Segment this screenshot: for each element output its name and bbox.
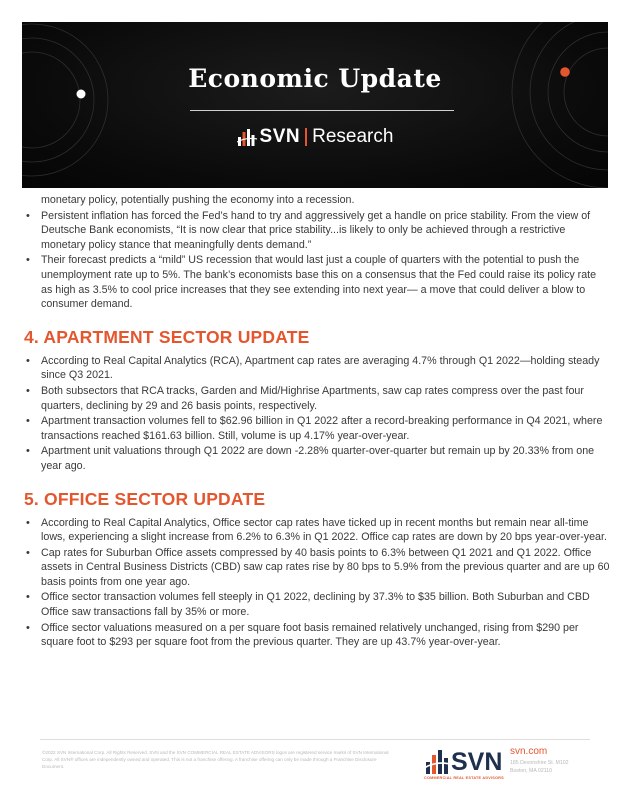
intro-bullet-list: [24, 193, 610, 312]
list-item: • Apartment transaction volumes fell to $62.96 billion in Q1 2022 after a record-breaking performance in Q4 2021, where transactions reached $161.63 billion. Still, volume is up 4.17% year-over-year.: [24, 414, 610, 443]
list-item: • Their forecast predicts a “mild” US recession that would last just a couple of quarters with the potential to push the unemployment rate up to 5%. The bank’s economists base this on a consensus that the Fed could raise its policy rate as high as 3.5% to cool price increases that they see extending into next year— a move that could deliver a blow to consumer demand.: [24, 253, 610, 311]
apartment-bullet-list: [24, 354, 610, 474]
list-item: monetary policy, potentially pushing the economy into a recession.: [41, 194, 355, 206]
svn-research-logo: [22, 126, 608, 148]
address-line-2: Boston, MA 02110: [510, 768, 553, 774]
logo-brand: SVN: [259, 126, 301, 147]
logo-research: Research: [312, 126, 394, 147]
address-line-1: 185 Devonshire St. M102: [510, 760, 569, 766]
section-heading-apartment: 4. APARTMENT SECTOR UPDATE: [24, 326, 310, 347]
article-body: [24, 193, 610, 651]
header-banner: [22, 22, 608, 188]
banner-decoration: [22, 22, 608, 188]
banner-divider: [190, 110, 454, 111]
list-item: • Cap rates for Suburban Office assets compressed by 40 basis points to 6.3% between Q1 2021 and Q1 2022. Office assets in Central Business Districts (CBD) saw cap rates rise by 80 bps to 5.9% from the previous quarter and are up 60 basis points from one year ago.: [24, 546, 610, 590]
section-heading-office: 5. OFFICE SECTOR UPDATE: [24, 488, 266, 509]
list-item: • Office sector valuations measured on a per square foot basis remained relatively unchanged, rising from $290 per square foot to $293 per square foot from the previous quarter. They are up 43.7% year-over-year.: [24, 621, 610, 650]
footer-legal-text: ©2022 SVN International Corp. All Rights Reserved. SVN and the SVN COMMERCIAL REAL ESTATE ADVISORS logos are registered service marks of SVN International Corp. All SVN® offices are independently owned and operated. This is not a franchise offering. A franchise offering can only be made through a Franchise Disclosure Document.: [42, 750, 389, 769]
list-item: • According to Real Capital Analytics, Office sector cap rates have ticked up in recent months but remain near all-time lows, experiencing a slight increase from 6.2% to 6.3% in Q1 2022. Office cap rates are down by 20 bps year-over-year.: [24, 516, 610, 545]
logo-separator: [305, 128, 307, 146]
footer-contact: [510, 746, 569, 775]
footer-logo-tagline: COMMERCIAL REAL ESTATE ADVISORS: [424, 776, 504, 780]
footer-divider: [40, 739, 590, 740]
svn-footer-logo: [424, 747, 512, 787]
website-link[interactable]: svn.com: [510, 746, 548, 757]
footer-logo-brand: SVN: [451, 748, 503, 776]
office-bullet-list: [24, 516, 610, 650]
list-item: • Apartment unit valuations through Q1 2022 are down -2.28% quarter-over-quarter but remain up by 20.33% from one year ago.: [24, 444, 610, 473]
banner-title: Economic Update: [188, 64, 442, 93]
list-item: • According to Real Capital Analytics (RCA), Apartment cap rates are averaging 4.7% through Q1 2022—holding steady since Q3 2021.: [24, 354, 610, 383]
list-item: • Persistent inflation has forced the Fed’s hand to try and aggressively get a handle on price stability. From the view of Deutsche Bank economists, “It is now clear that price stability...is likely to only be achieved through a restrictive monetary policy stance that meaningfully dents demand.”: [24, 209, 610, 253]
svn-bars-icon: [237, 127, 257, 147]
list-item: • Office sector transaction volumes fell steeply in Q1 2022, declining by 37.3% to $35 billion. Both Suburban and CBD Office saw transactions fall by 35% or more.: [24, 590, 610, 619]
svn-bars-icon: [424, 747, 450, 775]
list-item: • Both subsectors that RCA tracks, Garden and Mid/Highrise Apartments, saw cap rates compress over the past four quarters, declining by 29 and 26 basis points, respectively.: [24, 384, 610, 413]
